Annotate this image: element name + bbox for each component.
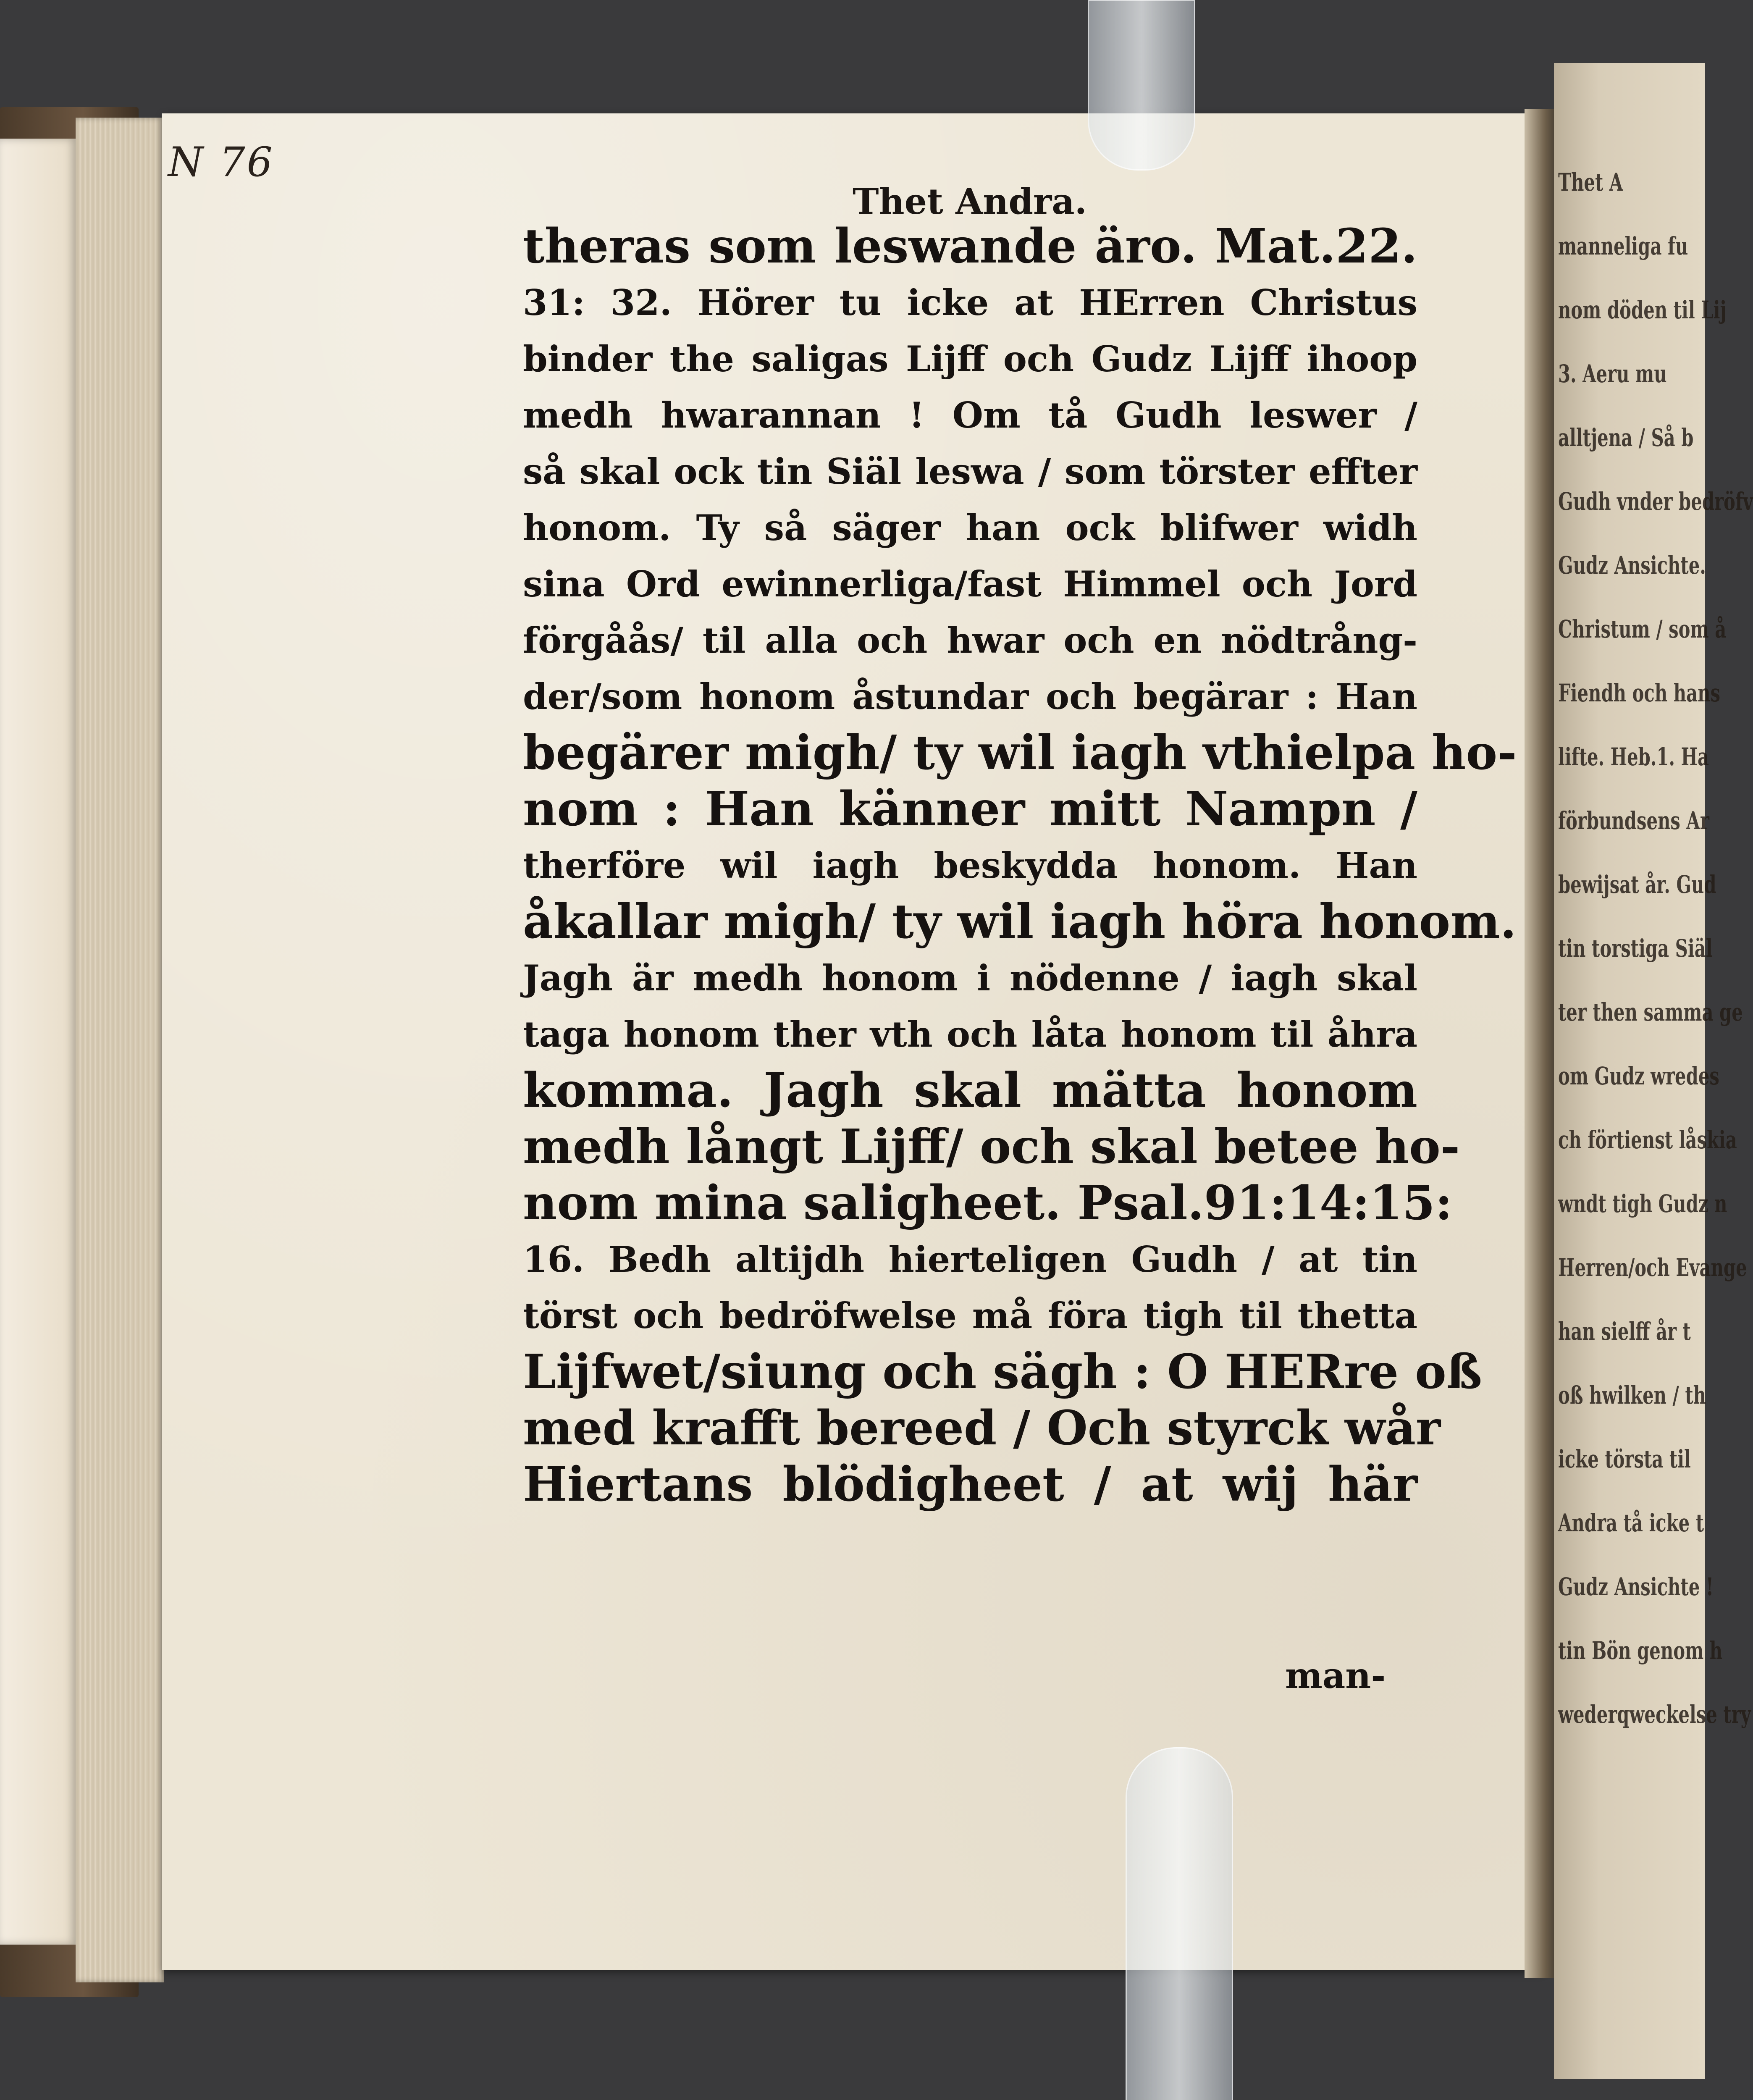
facing-text-line: bewijsat år. Gud: [1558, 870, 1716, 899]
flyleaf: [0, 139, 76, 1945]
page-edges: [76, 118, 164, 1982]
facing-text-line: wederqweckelse try: [1558, 1700, 1751, 1729]
text-line: förgåås/ til alla och hwar och en nödtrång-: [523, 620, 1417, 661]
facing-text-line: Gudh vnder bedröfv: [1558, 487, 1753, 516]
text-line: sina Ord ewinnerliga/fast Himmel och Jord: [523, 563, 1417, 605]
text-line: therföre wil iagh beskydda honom. Han: [523, 845, 1417, 886]
body-text: [523, 218, 1517, 1513]
text-line: begärer migh/ ty wil iagh vthielpa ho-: [523, 725, 1517, 780]
facing-text-line: han sielff år t: [1558, 1317, 1691, 1346]
text-line: theras som leswande äro. Mat.22.: [523, 219, 1417, 274]
facing-text-line: wndt tigh Gudz n: [1558, 1189, 1727, 1218]
text-line: åkallar migh/ ty wil iagh höra honom.: [523, 894, 1517, 949]
facing-text-line: oß hwilken / th: [1558, 1381, 1706, 1410]
facing-text-line: 3. Aeru mu: [1558, 360, 1667, 388]
text-line: medh långt Lijff/ och skal betee ho-: [523, 1119, 1460, 1174]
facing-text-line: icke törsta til: [1558, 1445, 1691, 1473]
text-line: komma. Jagh skal mätta honom: [523, 1063, 1417, 1118]
text-line: medh hwarannan ! Om tå Gudh leswer /: [523, 394, 1417, 436]
running-head: Thet Andra.: [853, 181, 1087, 222]
facing-text-line: Gudz Ansichte.: [1558, 551, 1706, 580]
facing-text-line: Fiendh och hans: [1558, 679, 1721, 707]
facing-page: [1554, 63, 1753, 2079]
facing-text-line: ch förtienst låskia: [1558, 1126, 1737, 1154]
facing-text-line: tin torstiga Siäl: [1558, 934, 1713, 963]
facing-text-line: Gudz Ansichte !: [1558, 1572, 1714, 1601]
text-line: honom. Ty så säger han ock blifwer widh: [523, 507, 1417, 549]
text-line: så skal ock tin Siäl leswa / som törster effter: [523, 451, 1417, 492]
facing-text-line: manneliga fu: [1558, 232, 1688, 260]
facing-text-line: alltjena / Så b: [1558, 423, 1694, 452]
text-line: taga honom ther vth och låta honom til åhra: [523, 1013, 1417, 1055]
catchword: man-: [1285, 1655, 1386, 1696]
facing-text-line: nom döden til Lij: [1558, 296, 1727, 324]
clip-top: [1088, 0, 1195, 171]
folio-number: N 76: [168, 139, 274, 186]
facing-text-line: Thet A: [1558, 168, 1623, 197]
facing-text-line: ter then samma ge: [1558, 998, 1743, 1026]
clip-bottom: [1126, 1747, 1233, 2100]
facing-text-line: Andra tå icke t: [1558, 1509, 1704, 1537]
text-line: binder the saligas Lijff och Gudz Lijff ihoop: [523, 338, 1417, 380]
facing-text-line: förbundsens Ar: [1558, 806, 1709, 835]
text-line: nom : Han känner mitt Nampn /: [523, 782, 1417, 837]
text-line: 31: 32. Hörer tu icke at HErren Christus: [523, 282, 1417, 323]
facing-text-line: Christum / som å: [1558, 615, 1727, 643]
text-line: med krafft bereed / Och styrck wår: [523, 1401, 1441, 1456]
facing-text-line: tin Bön genom h: [1558, 1636, 1723, 1665]
facing-text-line: om Gudz wredes: [1558, 1062, 1719, 1090]
text-line: Hiertans blödigheet / at wij här: [523, 1457, 1417, 1512]
text-line: Jagh är medh honom i nödenne / iagh skal: [523, 957, 1417, 999]
text-line: nom mina saligheet. Psal.91:14:15:: [523, 1176, 1453, 1231]
text-line: 16. Bedh altijdh hierteligen Gudh / at tin: [523, 1239, 1417, 1280]
text-line: Lijfwet/siung och sägh : O HERre oß: [523, 1344, 1482, 1399]
facing-text-line: Herren/och Evange: [1558, 1253, 1747, 1282]
text-line: törst och bedröfwelse må föra tigh til thetta: [523, 1295, 1417, 1336]
text-line: der/som honom åstundar och begärar : Han: [523, 676, 1417, 717]
facing-text-line: lifte. Heb.1. Ha: [1558, 743, 1709, 771]
